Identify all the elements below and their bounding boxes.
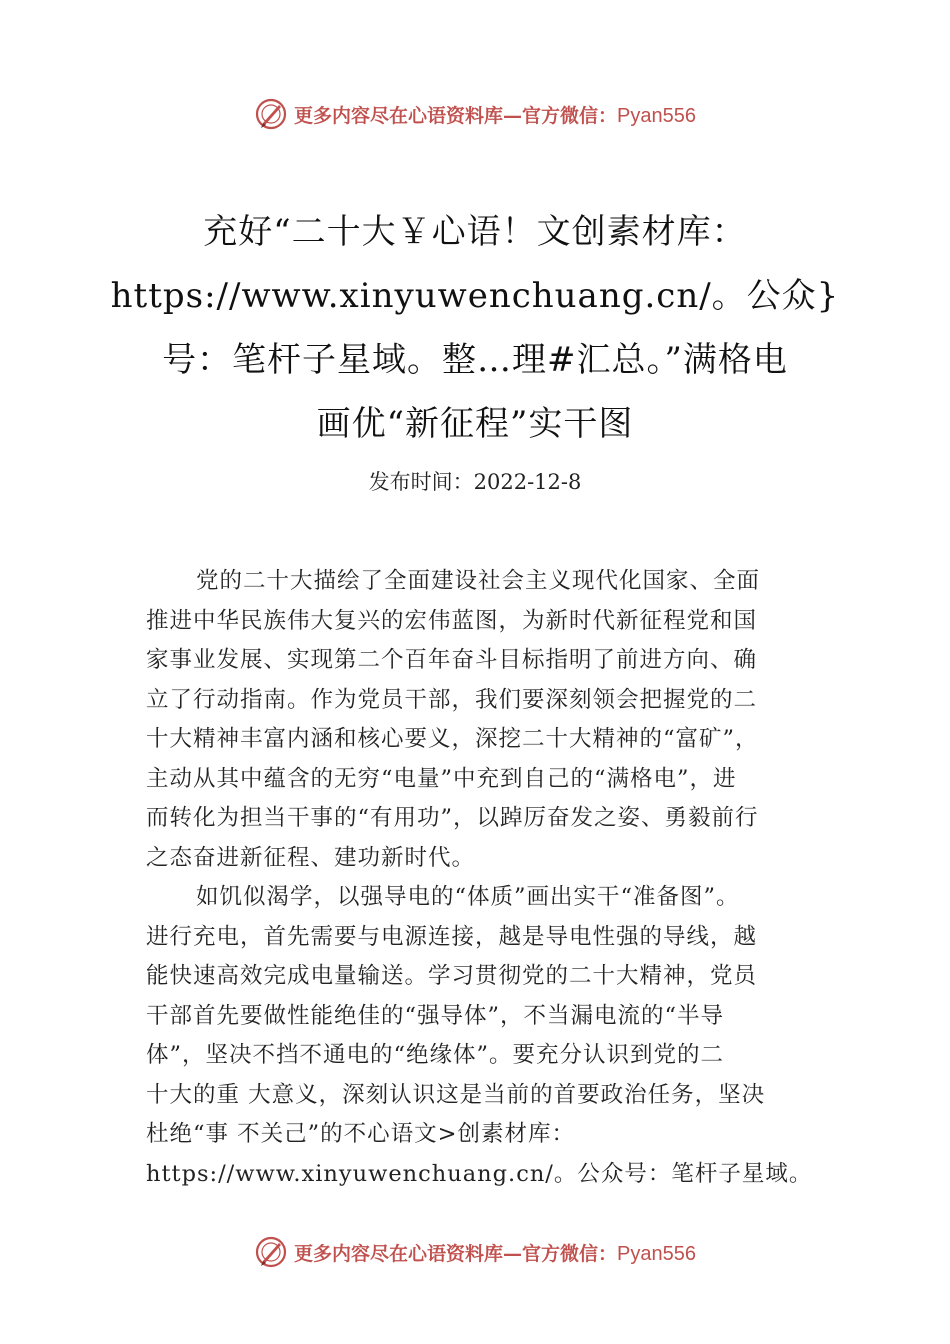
footer-banner xyxy=(0,1230,950,1274)
banner-contact: Pyan556 xyxy=(617,104,696,127)
body-line: 主动从其中蕴含的无穷“电量”中充到自己的“满格电”，进 xyxy=(146,765,737,792)
article-body xyxy=(146,562,836,1194)
body-line: 能快速高效完成电量输送。学习贯彻党的二十大精神，党员 xyxy=(146,963,758,989)
banner-slogan: 更多内容尽在心语资料库—官方微信： xyxy=(294,1242,618,1265)
brush-logo-icon xyxy=(254,1235,288,1269)
title-line: 充好“二十大￥心语！文创素材库： xyxy=(203,212,747,252)
body-line: 干部首先要做性能绝佳的“强导体”，不当漏电流的“半导 xyxy=(146,1002,725,1029)
body-line: 推进中华民族伟大复兴的宏伟蓝图，为新时代新征程党和国 xyxy=(146,607,758,634)
body-line: 如饥似渴学，以强导电的“体质”画出实干“准备图”。 xyxy=(196,884,740,910)
banner-text xyxy=(294,101,696,128)
body-line: 党的二十大描绘了全面建设社会主义现代化国家、全面 xyxy=(196,568,761,594)
body-line: 立了行动指南。作为党员干部，我们要深刻领会把握党的二 xyxy=(146,686,758,713)
document-title xyxy=(100,200,850,456)
title-line: 号：笔杆子星域。整…理#汇总。”满格电 xyxy=(162,340,788,380)
title-line: 画优“新征程”实干图 xyxy=(316,404,634,444)
body-line: 体”，坚决不挡不通电的“绝缘体”。要充分认识到党的二 xyxy=(146,1042,725,1068)
banner-text xyxy=(294,1239,696,1266)
body-line: 杜绝“事 不关己”的不心语文>创素材库： xyxy=(146,1121,576,1147)
banner-slogan: 更多内容尽在心语资料库—官方微信： xyxy=(294,104,618,127)
body-line: 十大精神丰富内涵和核心要义，深挖二十大精神的“富矿”， xyxy=(146,726,759,752)
body-line: 十大的重 大意义，深刻认识这是当前的首要政治任务，坚决 xyxy=(146,1081,766,1108)
body-line: 而转化为担当干事的“有用功”，以踔厉奋发之姿、勇毅前行 xyxy=(146,805,759,831)
title-line: https://www.xinyuwenchuang.cn/。公众} xyxy=(110,276,840,316)
banner-contact: Pyan556 xyxy=(617,1242,696,1265)
body-line: https://www.xinyuwenchuang.cn/。公众号：笔杆子星域。 xyxy=(146,1160,813,1187)
brush-logo-icon xyxy=(254,97,288,131)
body-line: 家事业发展、实现第二个百年奋斗目标指明了前进方向、确 xyxy=(146,647,758,673)
body-line: 之态奋进新征程、建功新时代。 xyxy=(146,844,476,871)
publish-date: 发布时间：2022-12-8 xyxy=(368,470,582,494)
body-line: 进行充电，首先需要与电源连接，越是导电性强的导线，越 xyxy=(146,923,758,950)
header-banner xyxy=(0,92,950,136)
